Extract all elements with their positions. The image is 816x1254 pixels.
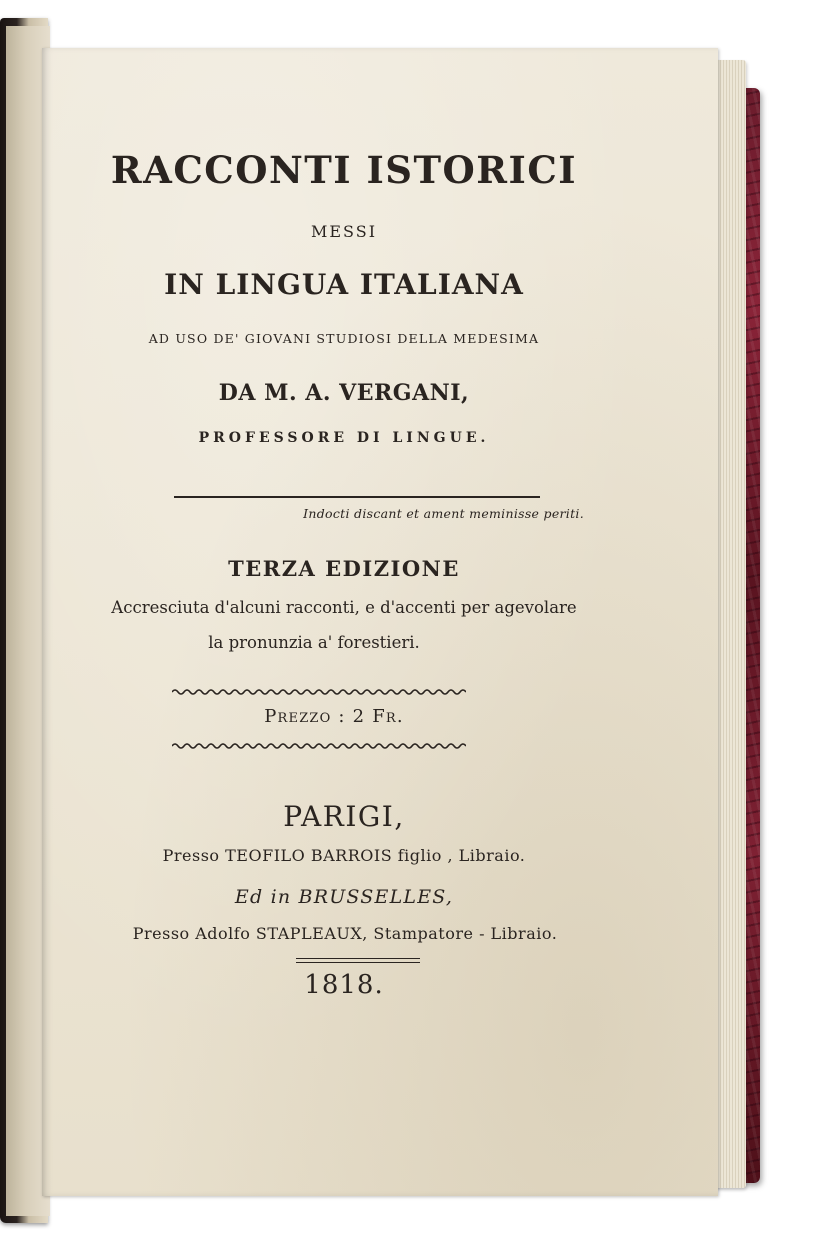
book-title: RACCONTI ISTORICI	[110, 148, 578, 192]
edition-heading: TERZA EDIZIONE	[228, 556, 460, 581]
edition-note-line-2: la pronunzia a' forestieri.	[208, 633, 420, 652]
title-page	[42, 48, 718, 1196]
subtitle-ad-uso: AD USO DE' GIOVANI STUDIOSI DELLA MEDESIMA	[148, 331, 540, 346]
city-brussels: Ed in BRUSSELLES,	[234, 886, 454, 908]
double-rule	[296, 958, 420, 963]
publisher-paris: Presso TEOFILO BARROIS figlio , Libraio.	[162, 846, 526, 865]
title-page-content	[84, 48, 604, 1196]
wavy-rule-top	[172, 688, 466, 696]
author-line: DA M. A. VERGANI,	[218, 380, 470, 406]
subtitle-lingua: IN LINGUA ITALIANA	[164, 268, 524, 301]
author-title: PROFESSORE DI LINGUE.	[198, 430, 490, 446]
publication-year: 1818.	[304, 970, 384, 1000]
city-paris: PARIGI,	[283, 800, 405, 833]
latin-motto: Indocti discant et ament meminisse periti.	[303, 506, 584, 521]
wavy-rule-bottom	[172, 742, 466, 750]
price-line: Prezzo : 2 Fr.	[264, 706, 404, 727]
edition-note-line-1: Accresciuta d'alcuni racconti, e d'accenti per agevolare	[111, 598, 577, 617]
subtitle-messi: MESSI	[310, 222, 378, 241]
publisher-brussels: Presso Adolfo STAPLEAUX, Stampatore - Libraio.	[132, 924, 558, 943]
horizontal-rule	[174, 496, 540, 498]
